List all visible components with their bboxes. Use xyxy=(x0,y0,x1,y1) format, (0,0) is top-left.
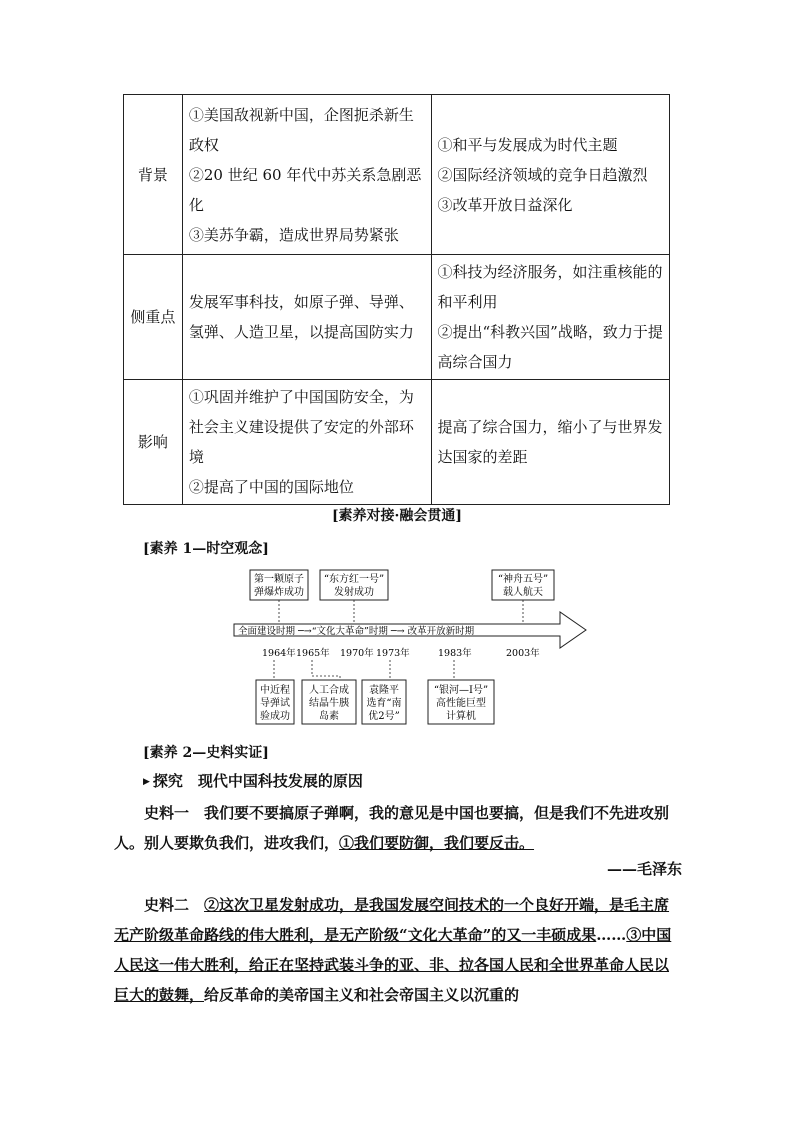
cell-line: ①科技为经济服务，如注重核能的和平利用 xyxy=(437,263,663,311)
source-underlined: ①我们要防御，我们要反击。 xyxy=(339,834,535,852)
event-text: 岛素 xyxy=(319,711,339,722)
arrow-label: 全面建设时期 ─→“文化大革命”时期 ─→ 改革开放新时期 xyxy=(238,626,475,637)
year-label: 1965年 xyxy=(296,648,330,659)
cell-line: ②国际经济领域的竞争日趋激烈 xyxy=(437,165,648,184)
event-text: 导弹试 xyxy=(260,698,290,709)
timeline-diagram xyxy=(230,566,600,736)
year-label: 1983年 xyxy=(438,648,472,659)
cell-left xyxy=(182,95,431,255)
connector xyxy=(312,660,340,680)
event-text: 优2号” xyxy=(368,711,400,722)
event-text: 计算机 xyxy=(446,711,476,722)
cell-left xyxy=(182,255,431,380)
row-label: 背景 xyxy=(124,95,183,255)
source-paragraph xyxy=(114,890,682,1010)
source-one xyxy=(114,798,682,858)
cell-line: ①和平与发展成为时代主题 xyxy=(437,135,618,154)
table-row xyxy=(124,380,670,505)
cell-right xyxy=(431,255,670,380)
source-text: …… xyxy=(596,926,627,944)
event-text: 选育“南 xyxy=(366,698,402,709)
event-text: 验成功 xyxy=(260,711,290,722)
source-text xyxy=(189,896,204,914)
subsection-title: [素养 1—时空观念] xyxy=(143,541,269,557)
cell-right xyxy=(431,380,670,505)
explore-text: 探究 现代中国科技发展的原因 xyxy=(152,772,363,790)
event-text: “神舟五号” xyxy=(497,574,549,585)
event-text: 发射成功 xyxy=(334,587,374,598)
source-author: ——毛泽东 xyxy=(606,860,682,878)
source-underlined: ②这次卫星发射成功，是我国发展空间技术的一个良好开端，是毛主席无产阶级革命路线的伟大胜利，是无产阶级“文化大革命”的又一丰硕成果 xyxy=(114,896,670,944)
cell-line: ②20 世纪 60 年代中苏关系急剧恶化 xyxy=(188,165,422,214)
cell-line: ②提高了中国的国际地位 xyxy=(188,478,354,496)
event-text: “银河—Ⅰ号” xyxy=(433,685,489,696)
cell-line: ②提出“科教兴国”战略，致力于提高综合国力 xyxy=(437,323,663,371)
cell-line: 发展军事科技，如原子弹、导弹、氢弹、人造卫星，以提高国防实力 xyxy=(188,293,414,341)
year-label: 2003年 xyxy=(506,648,540,659)
year-label: 1973年 xyxy=(376,648,410,659)
cell-line: 提高了综合国力，缩小了与世界发达国家的差距 xyxy=(437,418,663,466)
source-two xyxy=(114,890,682,1010)
event-text: “东方红一号” xyxy=(323,574,385,585)
subsection-title: [素养 2—史料实证] xyxy=(143,745,269,761)
source-label: 史料一 xyxy=(144,804,190,822)
source-label: 史料二 xyxy=(144,896,190,914)
cell-line: ①巩固并维护了中国国防安全，为社会主义建设提供了安定的外部环境 xyxy=(188,388,414,466)
event-text: 第一颗原子 xyxy=(254,574,304,585)
comparison-table xyxy=(123,94,670,505)
cell-line: ①美国敌视新中国，企图扼杀新生政权 xyxy=(188,105,414,154)
cell-right xyxy=(431,95,670,255)
row-label: 侧重点 xyxy=(124,255,183,380)
year-label: 1970年 xyxy=(340,648,374,659)
row-label: 影响 xyxy=(124,380,183,505)
year-label: 1964年 xyxy=(262,648,296,659)
event-text: 人工合成 xyxy=(309,685,349,696)
event-text: 中近程 xyxy=(260,685,290,696)
source-underlined: ③中国人民这一伟大胜利，给正在坚持武装斗争的亚、非、拉各国人民和全世界革命人民以巨大的鼓舞， xyxy=(114,926,672,1004)
event-text: 结晶牛胰 xyxy=(309,698,349,709)
source-paragraph xyxy=(114,798,682,858)
event-text: 载人航天 xyxy=(503,587,543,598)
section-title: [素养对接·融会贯通] xyxy=(331,508,463,524)
table-row xyxy=(124,255,670,380)
table-row xyxy=(124,95,670,255)
event-text: 弹爆炸成功 xyxy=(254,587,304,598)
source-text: 给反革命的美帝国主义和社会帝国主义以沉重的 xyxy=(204,986,520,1004)
cell-left xyxy=(182,380,431,505)
cell-line: ③美苏争霸，造成世界局势紧张 xyxy=(188,225,399,244)
explore-heading xyxy=(143,770,363,791)
event-text: 高性能巨型 xyxy=(436,698,486,709)
event-text: 袁隆平 xyxy=(369,685,399,696)
cell-line: ③改革开放日益深化 xyxy=(437,195,573,214)
triangle-icon: ▶ xyxy=(143,777,150,787)
source-text: 我们要不要搞原子弹啊，我的意见是中国也要搞，但是我们不先进攻别人。别人要欺负我们，进攻我们， xyxy=(114,804,670,852)
